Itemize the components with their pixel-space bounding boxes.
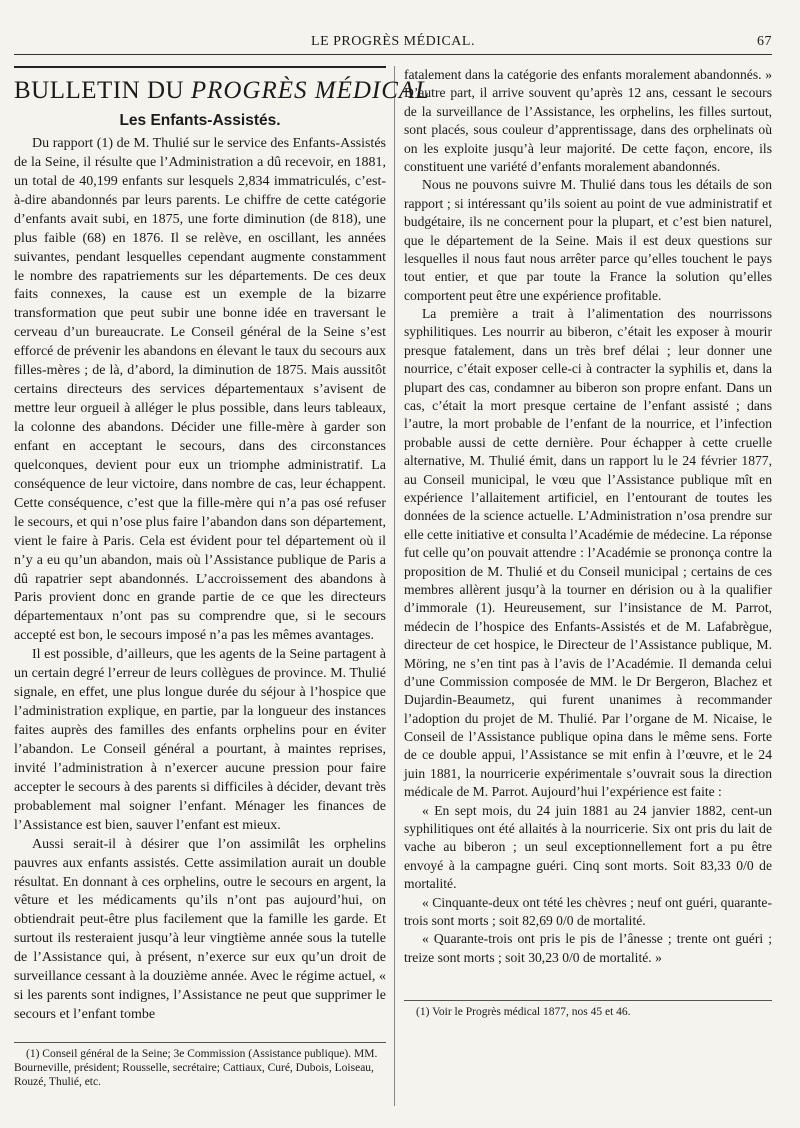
right-paragraph-6: « Quarante-trois ont pris le pis de l’ânesse ; trente ont guéri ; treize sont morts ; soit 30,23 0/0 de mortalité. »	[404, 931, 772, 965]
bulletin-title-prefix: BULLETIN DU	[14, 77, 191, 104]
bulletin-title	[14, 66, 431, 106]
left-paragraph-1: Du rapport (1) de M. Thulié sur le service des Enfants-Assistés de la Seine, il résulte que l’Administration a dû recevoir, en 1881, un total de 40,199 enfants sur lesquels 2,834 immatriculés, c’est-à-dire abandonnés par leurs parents. Le chiffre de cette catégorie d’enfants avait subi, en 1875, une forte diminution (de 818), une plus faible (68) en 1876. Il se relève, en oscillant, les années suivantes, pendant lesquelles cependant augmente constamment le nombre des rapatriements sur les départements. De ces deux faits connexes, la cause est un exemple de la bizarre transformation que peut subir une bonne idée en traversant le cerveau d’un bureaucrate. Le Conseil général de la Seine s’est efforcé de prévenir les abandons en élevant le taux du secours aux filles-mères ; de là, d’abord, la diminution de 1875. Mais aussitôt certains directeurs des services départementaux s’avisent de mettre leur orgueil à alléger le plus possible, dans leurs tableaux, la colonne des abandons. Décider une fille-mère à garder son enfant en acceptant le secours, dans des circonstances quelconques, devient pour eux un triomphe administratif. La conséquence de leur victoire, dans nombre de cas, leur échappent. Cette conséquence, c’est que la fille-mère qui n’a pas osé refuser le secours, et qui n’ose plus faire l’abandon dans son département, vient le faire à Paris. Cela est évident pour tel département où il n’y a eu qu’un abandon, mais où l’Assistance publique de Paris a dû rapatrier sept abandonnés. L’accroissement des abandons à Paris provient donc en grande partie de ce que les directeurs départementaux n’ont pas su comprendre que, si le secours accepté est bon, le secours imposé n’a pas les mêmes avantages.	[14, 135, 386, 644]
running-head	[14, 32, 772, 55]
running-title: LE PROGRÈS MÉDICAL.	[311, 34, 475, 49]
column-divider	[394, 66, 395, 1106]
left-column	[14, 66, 431, 1025]
right-footnote	[404, 1000, 772, 1019]
right-paragraph-2: Nous ne pouvons suivre M. Thulié dans tous les détails de son rapport ; si intéressant qu’ils soient au point de vue administratif et budgétaire, ils ne concernent pour la plupart, et c’est bien naturel, que le département de la Seine. Mais il est deux questions sur lesquelles il nous faut nous arrêter parce qu’elles touchent le pays tout entier, et que par toute la France la solution qu’elles comportent peut être une expérience profitable.	[404, 177, 772, 303]
right-footnote-text: (1) Voir le Progrès médical 1877, nos 45 et 46.	[416, 1006, 631, 1018]
right-column	[404, 66, 772, 967]
right-paragraph-4: « En sept mois, du 24 juin 1881 au 24 janvier 1882, cent-un syphilitiques ont été allaités à la nourricerie. Six ont pris du lait de vache au biberon ; un seul exceptionnellement fort a pu être envoyé à la campagne guéri. Cinq sont morts. Soit 83,33 0/0 de mortalité.	[404, 802, 772, 892]
bulletin-title-journal: PROGRÈS MÉDICAL	[190, 77, 431, 104]
left-paragraph-3: Aussi serait-il à désirer que l’on assimilât les orphelins pauvres aux enfants assistés. Cette assimilation aurait un double résultat. En donnant à ces orphelins, outre le secours en argent, la vêture et les médicaments qu’ils n’ont pas aujourd’hui, on obtiendrait peut-être plus facilement que la famille les garde. Et surtout ils resteraient jusqu’à leur vingtième année sous la tutelle de l’Assistance qui, à présent, n’exerce sur eux qu’un droit de surveillance cessant à la douzième année. Avec le régime actuel, « si les parents sont indignes, l’Assistance ne peut que supprimer le secours et l’enfant tombe	[14, 836, 386, 1023]
left-paragraph-2: Il est possible, d’ailleurs, que les agents de la Seine partagent à un certain degré l’erreur de leurs collègues de province. M. Thulié signale, en effet, une plus longue durée du séjour à l’hospice que l’administration explique, en partie, par la longueur des instances faites auprès des familles des enfants orphelins pour en éviter l’abandon. Le Conseil général a pourtant, à maintes reprises, invité l’administration à n’exercer aucune pression pour faire accepter le secours à des parents si difficiles à décider, devant très probablement mal soigner l’enfant. Ménager les finances de l’Assistance est bien, sauver l’enfant est mieux.	[14, 647, 386, 833]
section-title: Les Enfants-Assistés.	[119, 112, 281, 129]
right-paragraph-1: fatalement dans la catégorie des enfants moralement abandonnés. » D’autre part, il arrive souvent qu’après 12 ans, cessant le secours de la surveillance de l’Assistance, les orphelins, les filles surtout, sont placés, sous couleur d’apprentissage, dans des orphelinats où on les exploite jusqu’à leur majorité. De cette façon, encore, ils constituent une variété d’enfants moralement abandonnés.	[404, 67, 772, 174]
left-footnote-text: (1) Conseil général de la Seine; 3e Commission (Assistance publique). MM. Bourneville, président; Rousselle, secrétaire; Cattiaux, Curé, Dubois, Loiseau, Rouzé, Thulié, etc.	[14, 1048, 378, 1088]
right-paragraph-3: La première a trait à l’alimentation des nourrissons syphilitiques. Les nourrir au biberon, c’était les exposer à mourir presque fatalement, dans un très bref délai ; leur donner une nourrice, c’était exposer celle-ci à contracter la syphilis et, dans la plupart des cas, condamner au biberon son propre enfant. Dans un cas, c’était la mort presque certaine de l’enfant assisté ; dans l’autre, la mort probable de l’enfant de la nourrice, et l’infection probable aussi de cette dernière. Pour échapper à cette cruelle alternative, M. Thulié émit, dans un rapport lu le 24 février 1877, au Conseil municipal, le vœu que l’Assistance publique mît en expérience l’allaitement artificiel, en l’entourant de toutes les données de la science actuelle. L’Administration n’osa prendre sur elle cette initiative et consulta l’Académie de médecine. La réponse fut celle qu’on pouvait attendre : l’Académie se prononça contre la proposition de M. Thulié et du Conseil municipal ; certains de ces membres allèrent jusqu’à la tourner en dérision ou à la qualifier d’immorale (1). Heureusement, sur l’insistance de M. Parrot, médecin de l’hospice des Enfants-Assistés et de M. Lafabrègue, directeur de cet hospice, le Directeur de l’Assistance publique, M. Möring, ne s’en tint pas à l’avis de l’Académie. Il demanda celui d’une Commission composée de MM. le Dr Bergeron, Blachez et Dujardin-Beaumetz, qui furent unanimes à recommander l’adoption du projet de M. Thulié. Par l’organe de M. Nicaise, le Conseil de l’Assistance publique opina dans le même sens. Forte de ce double appui, l’Assistance se mit enfin à l’œuvre, et le 24 juin 1881, la nourricerie expérimentale s’ouvrait sous la direction médicale de M. Parrot. Aujourd’hui l’expérience est faite :	[404, 306, 772, 800]
page-number: 67	[757, 34, 772, 49]
left-footnote	[14, 1042, 386, 1089]
right-paragraph-5: « Cinquante-deux ont tété les chèvres ; neuf ont guéri, quarante-trois sont morts ; soit 82,69 0/0 de mortalité.	[404, 894, 772, 928]
